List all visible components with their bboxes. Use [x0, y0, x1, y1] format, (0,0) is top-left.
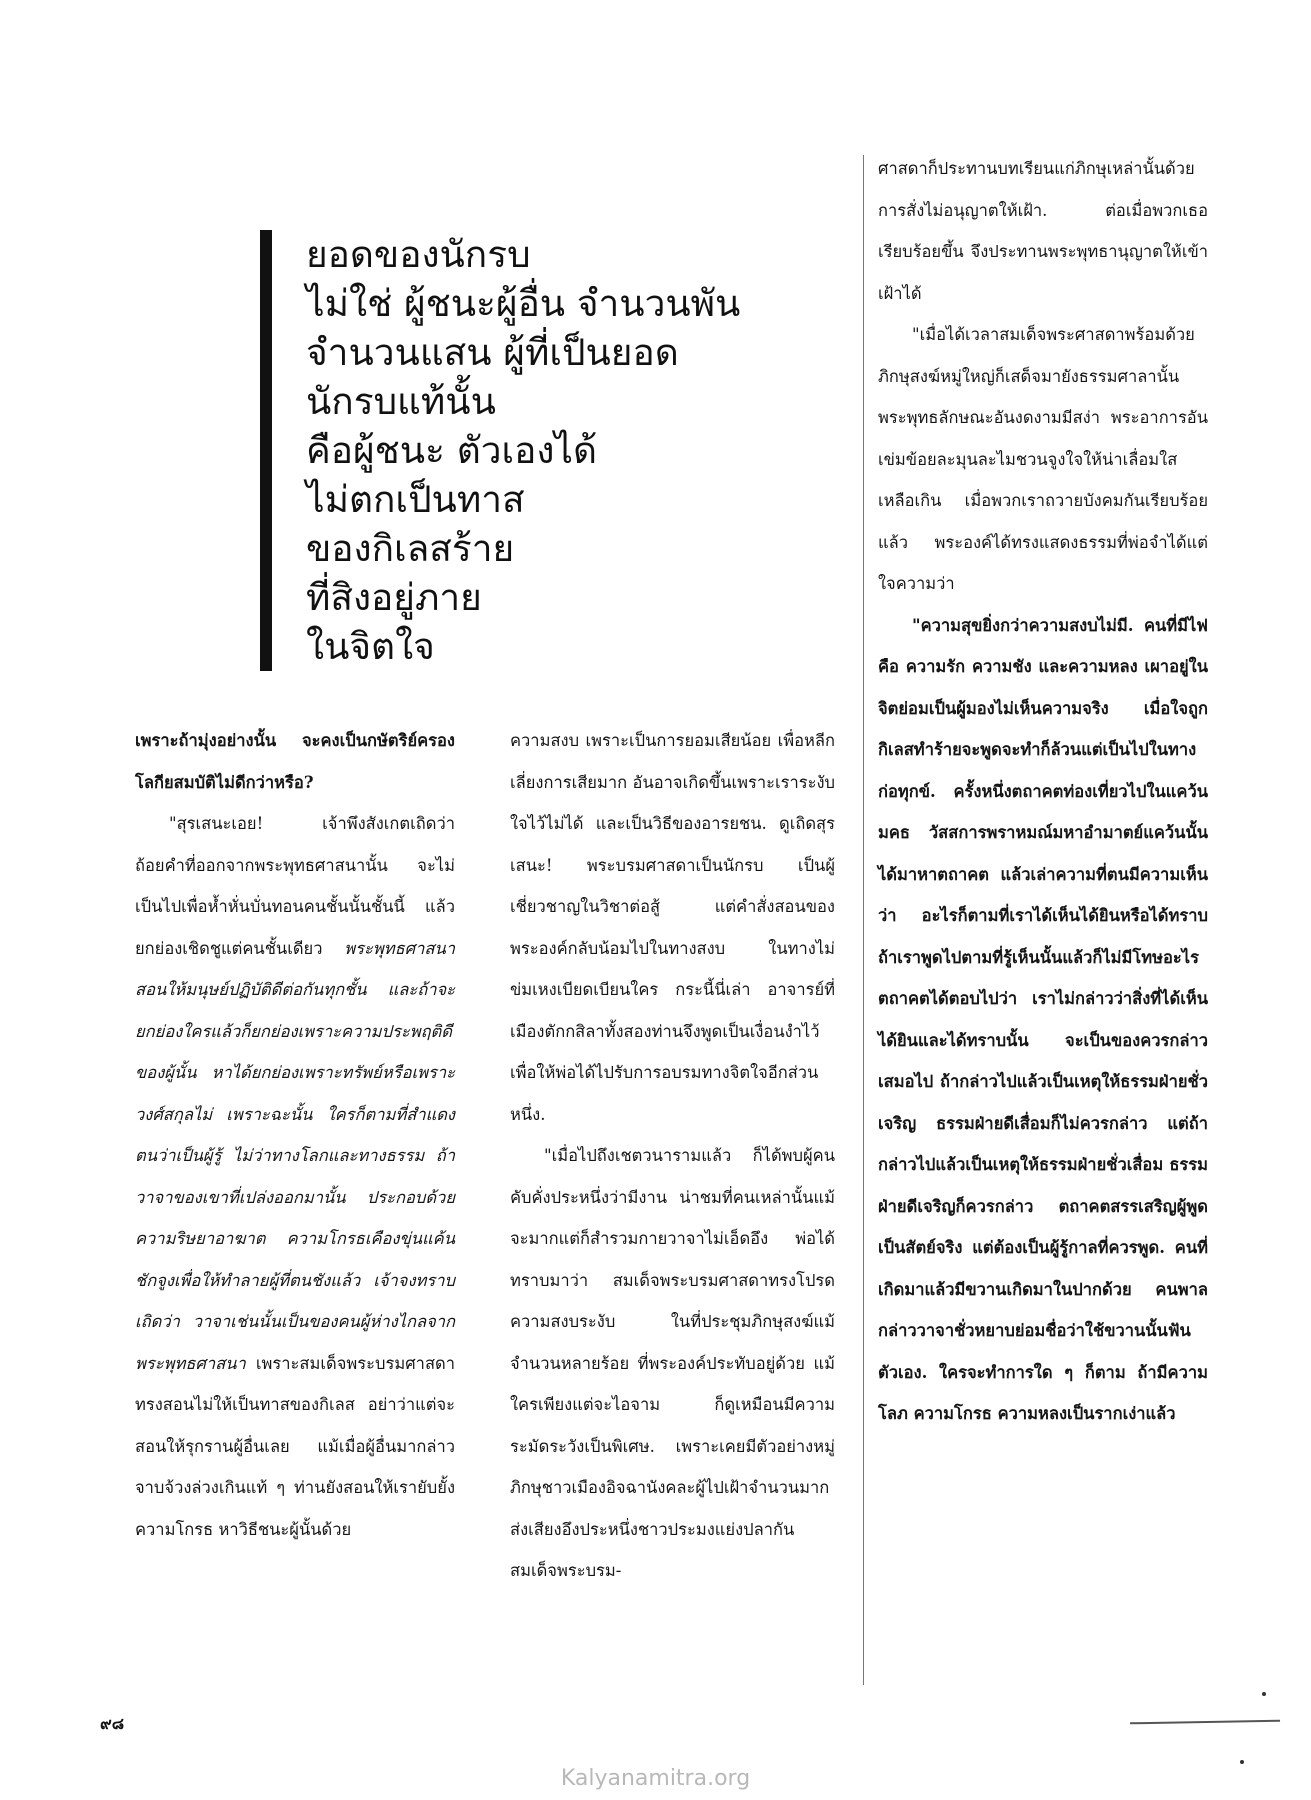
middle-column — [510, 720, 835, 1592]
column-divider — [863, 155, 864, 1685]
middle-column-paragraph: "เมื่อไปถึงเชตวนารามแล้ว ก็ได้พบผู้คนคับคั่งประหนึ่งว่ามีงาน น่าชมที่คนเหล่านั้นแม้จะมากแต่ก็สำรวมกายวาจาไม่เอ็ดอึง พ่อได้ทราบมาว่า สมเด็จพระบรมศาสดาทรงโปรดความสงบระงับ ในที่ประชุมภิกษุสงฆ์แม้จำนวนหลายร้อย ที่พระองค์ประทับอยู่ด้วย แม้ใครเพียงแต่จะไอจาม ก็ดูเหมือนมีความระมัดระวังเป็นพิเศษ. เพราะเคยมีตัวอย่างหมู่ภิกษุชาวเมืองอิจฉานังคละผู้ไปเฝ้าจำนวนมาก ส่งเสียงอึงประหนึ่งชาวประมงแย่งปลากัน สมเด็จพระบรม- — [510, 1146, 835, 1580]
paragraph-italic-text: พระพุทธศาสนาสอนให้มนุษย์ปฏิบัติดีต่อกันทุกชั้น และถ้าจะยกย่องใครแล้วก็ยกย่องเพราะความประพฤติดีของผู้นั้น หาได้ยกย่องเพราะทรัพย์หรือเพราะวงศ์สกุลไม่ เพราะฉะนั้น ใครก็ตามที่สำแดงตนว่าเป็นผู้รู้ ไม่ว่าทางโลกและทางธรรม ถ้าวาจาของเขาที่เปล่งออกมานั้น ประกอบด้วยความริษยาอาฆาต ความโกรธเคืองขุ่นแค้น ชักจูงเพื่อให้ทำลายผู้ที่ตนชังแล้ว เจ้าจงทราบเถิดว่า วาจาเช่นนั้นเป็นของคนผู้ห่างไกลจากพระพุทธศาสนา — [135, 938, 455, 1373]
pull-quote-line: ยอดของนักรบ — [306, 233, 531, 276]
margin-dot — [1262, 1692, 1266, 1696]
left-column-paragraph — [135, 803, 455, 1550]
pull-quote-line: ไม่ตกเป็นทาส — [306, 478, 525, 521]
right-column-paragraph-bold: "ความสุขยิ่งกว่าความสงบไม่มี. คนที่มีไฟคือ ความรัก ความชัง และความหลง เผาอยู่ในจิตย่อมเป็นผู้มองไม่เห็นความจริง เมื่อใจถูกกิเลสทำร้ายจะพูดจะทำก็ล้วนแต่เป็นไปในทางก่อทุกข์. ครั้งหนึ่งตถาคตท่องเที่ยวไปในแคว้นมคธ วัสสการพราหมณ์มหาอำมาตย์แคว้นนั้นได้มาหาตถาคต แล้วเล่าความที่ตนมีความเห็นว่า อะไรก็ตามที่เราได้เห็นได้ยินหรือได้ทราบ ถ้าเราพูดไปตามที่รู้เห็นนั้นแล้วก็ไม่มีโทษอะไร ตถาคตได้ตอบไปว่า เราไม่กล่าวว่าสิ่งที่ได้เห็นได้ยินและได้ทราบนั้น จะเป็นของควรกล่าวเสมอไป ถ้ากล่าวไปแล้วเป็นเหตุให้ธรรมฝ่ายชั่วเจริญ ธรรมฝ่ายดีเสื่อมก็ไม่ควรกล่าว แต่ถ้ากล่าวไปแล้วเป็นเหตุให้ธรรมฝ่ายชั่วเสื่อม ธรรมฝ่ายดีเจริญก็ควรกล่าว ตถาคตสรรเสริญผู้พูดเป็นสัตย์จริง แต่ต้องเป็นผู้รู้กาลที่ควรพูด. คนที่เกิดมาแล้วมีขวานเกิดมาในปากด้วย คนพาลกล่าววาจาชั่วหยาบย่อมชื่อว่าใช้ขวานนั้นฟันตัวเอง. ใครจะทำการใด ๆ ก็ตาม ถ้ามีความโลภ ความโกรธ ความหลงเป็นรากเง่าแล้ว — [878, 615, 1208, 1423]
left-column-heading: เพราะถ้ามุ่งอย่างนั้น จะคงเป็นกษัตริย์ครองโลกียสมบัติไม่ดีกว่าหรือ? — [135, 731, 455, 792]
paragraph-text: "สุรเสนะเอย! เจ้าพึงสังเกตเถิดว่า ถ้อยคำที่ออกจากพระพุทธศาสนานั้น จะไม่เป็นไปเพื่อห้ำหั่นบั่นทอนคนชั้นนั้นชั้นนี้ แล้วยกย่องเชิดชูแต่คนชั้นเดียว — [135, 814, 455, 958]
pull-quote — [260, 230, 776, 671]
pull-quote-line: ของกิเลสร้าย — [306, 527, 515, 570]
paragraph-text: เพราะสมเด็จพระบรมศาสดา ทรงสอนไม่ให้เป็นทาสของกิเลส อย่าว่าแต่จะสอนให้รุกรานผู้อื่นเลย แม้เมื่อผู้อื่นมากล่าวจาบจ้วงล่วงเกินแท้ ๆ ท่านยังสอนให้เรายับยั้งความโกรธ หาวิธีชนะผู้นั้นด้วย — [135, 1353, 455, 1539]
middle-column-paragraph: ความสงบ เพราะเป็นการยอมเสียน้อย เพื่อหลีกเลี่ยงการเสียมาก อันอาจเกิดขึ้นเพราะเราระงับใจไว้ไม่ได้ และเป็นวิธีของอารยชน. ดูเถิดสุรเสนะ! พระบรมศาสดาเป็นนักรบ เป็นผู้เชี่ยวชาญในวิชาต่อสู้ แต่คำสั่งสอนของพระองค์กลับน้อมไปในทางสงบ ในทางไม่ข่มเหงเบียดเบียนใคร กระนี้นี่เล่า อาจารย์ที่เมืองตักกสิลาทั้งสองท่านจึงพูดเป็นเงื่อนงำไว้ เพื่อให้พ่อได้ไปรับการอบรมทางจิตใจอีกส่วนหนึ่ง. — [510, 731, 835, 1124]
right-column-paragraph: "เมื่อได้เวลาสมเด็จพระศาสดาพร้อมด้วยภิกษุสงฆ์หมู่ใหญ่ก็เสด็จมายังธรรมศาลานั้น พระพุทธลักษณะอันงดงามมีสง่า พระอาการอันเข่มข้อยละมุนละไมชวนจูงใจให้น่าเลื่อมใสเหลือเกิน เมื่อพวกเราถวายบังคมกันเรียบร้อยแล้ว พระองค์ได้ทรงแสดงธรรมที่พ่อจำได้แต่ใจความว่า — [878, 325, 1208, 593]
pull-quote-line: ไม่ใช่ ผู้ชนะผู้อื่น จำนวนพัน — [306, 282, 741, 325]
pull-quote-line: นักรบแท้นั้น — [306, 380, 496, 423]
pull-quote-line: ที่สิงอยู่ภาย — [306, 576, 482, 619]
left-column — [135, 720, 455, 1550]
pull-quote-line: จำนวนแสน ผู้ที่เป็นยอด — [306, 331, 679, 374]
margin-dot — [1240, 1760, 1244, 1764]
right-column-paragraph: ศาสดาก็ประทานบทเรียนแก่ภิกษุเหล่านั้นด้วยการสั่งไม่อนุญาตให้เฝ้า. ต่อเมื่อพวกเธอเรียบร้อยขึ้น จึงประทานพระพุทธานุญาตให้เข้าเฝ้าได้ — [878, 159, 1208, 303]
watermark: Kalyanamitra.org — [560, 1766, 751, 1791]
pull-quote-line: คือผู้ชนะ ตัวเองได้ — [306, 429, 598, 472]
page-number: ๙๘ — [100, 1714, 125, 1733]
pull-quote-line: ในจิตใจ — [306, 625, 435, 668]
right-column — [878, 148, 1208, 1435]
margin-mark — [1130, 1714, 1280, 1725]
